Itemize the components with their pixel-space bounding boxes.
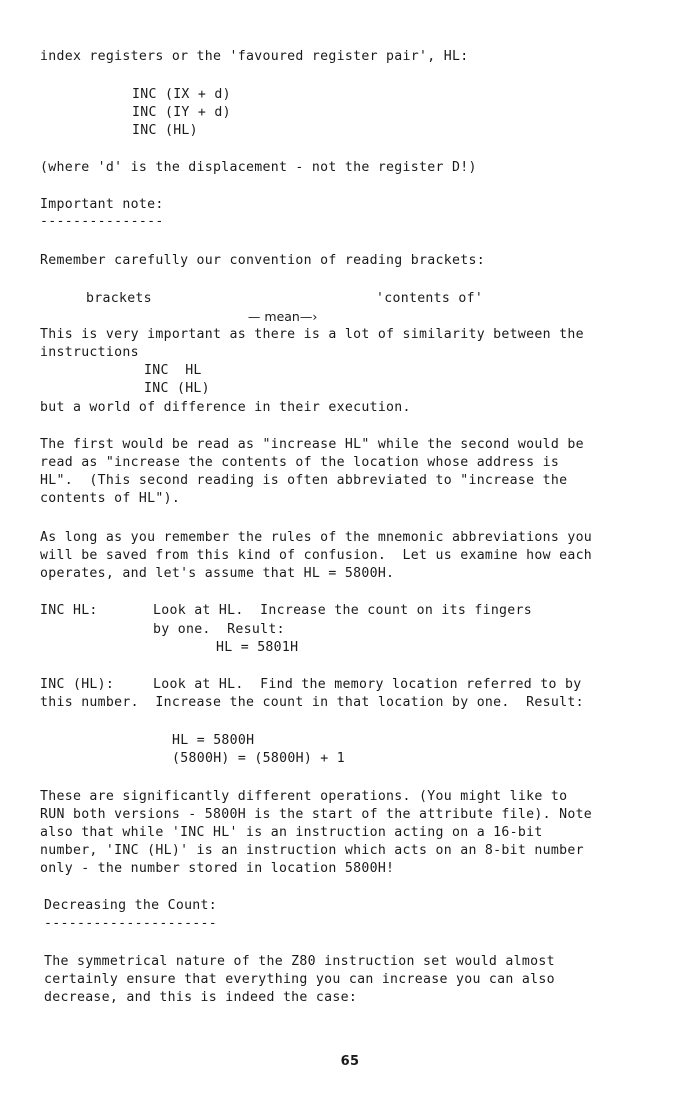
- decreasing-underline: ---------------------: [44, 916, 218, 931]
- decreasing-heading: Decreasing the Count:: [44, 898, 218, 913]
- sym-line-3: decrease, and this is indeed the case:: [44, 990, 358, 1005]
- intro-line: index registers or the 'favoured register pair', HL:: [40, 49, 469, 64]
- these-line-4: number, 'INC (HL)' is an instruction which acts on an 8-bit number: [40, 843, 584, 858]
- these-line-2: RUN both versions - 5800H is the start of the attribute file). Note: [40, 807, 593, 822]
- first-line-2: read as "increase the contents of the location whose address is: [40, 455, 560, 470]
- first-line-3: HL". (This second reading is often abbreviated to "increase the: [40, 473, 568, 488]
- important-heading: Important note:: [40, 197, 164, 212]
- inc-hlp-result-1: HL = 5800H: [172, 733, 255, 748]
- first-line-4: contents of HL").: [40, 491, 181, 506]
- arrow-icon: —›: [299, 309, 318, 324]
- these-line-3: also that while 'INC HL' is an instruction acting on a 16-bit: [40, 825, 543, 840]
- inc-hlp-text-2: this number. Increase the count in that location by one. Result:: [40, 695, 584, 710]
- code-inc-hl-paren: INC (HL): [144, 381, 210, 396]
- sym-line-1: The symmetrical nature of the Z80 instruction set would almost: [44, 954, 555, 969]
- long-line-3: operates, and let's assume that HL = 5800H.: [40, 566, 395, 581]
- brackets-word: brackets: [86, 291, 152, 306]
- code-inc-iy: INC (IY + d): [132, 105, 231, 120]
- sym-line-2: certainly ensure that everything you can increase you can also: [44, 972, 555, 987]
- inc-hl-text-2: by one. Result:: [153, 622, 285, 637]
- inc-hl-label: INC HL:: [40, 603, 98, 618]
- inc-hlp-label: INC (HL):: [40, 677, 115, 692]
- inc-hlp-result-2: (5800H) = (5800H) + 1: [172, 751, 346, 766]
- code-inc-ix: INC (IX + d): [132, 87, 231, 102]
- remember-line: Remember carefully our convention of reading brackets:: [40, 253, 485, 268]
- first-line-1: The first would be read as "increase HL" while the second would be: [40, 437, 584, 452]
- code-inc-hl-indirect: INC (HL): [132, 123, 198, 138]
- mean-word: mean: [264, 309, 300, 324]
- contents-of: 'contents of': [376, 291, 484, 306]
- inc-hl-text-1: Look at HL. Increase the count on its fingers: [153, 603, 533, 618]
- important-underline: ---------------: [40, 214, 164, 229]
- long-line-1: As long as you remember the rules of the mnemonic abbreviations you: [40, 530, 593, 545]
- page-number: 65: [340, 1054, 360, 1069]
- code-inc-hl: INC HL: [144, 363, 202, 378]
- mean-dash: —: [247, 309, 265, 324]
- long-line-2: will be saved from this kind of confusion. Let us examine how each: [40, 548, 593, 563]
- similar-line-2: instructions: [40, 345, 139, 360]
- similar-line-1: This is very important as there is a lot of similarity between the: [40, 327, 584, 342]
- these-line-5: only - the number stored in location 5800H!: [40, 861, 395, 876]
- where-note: (where 'd' is the displacement - not the register D!): [40, 160, 477, 175]
- inc-hlp-text-1: Look at HL. Find the memory location referred to by: [153, 677, 582, 692]
- inc-hl-result: HL = 5801H: [216, 640, 299, 655]
- world-line: but a world of difference in their execution.: [40, 400, 411, 415]
- these-line-1: These are significantly different operations. (You might like to: [40, 789, 568, 804]
